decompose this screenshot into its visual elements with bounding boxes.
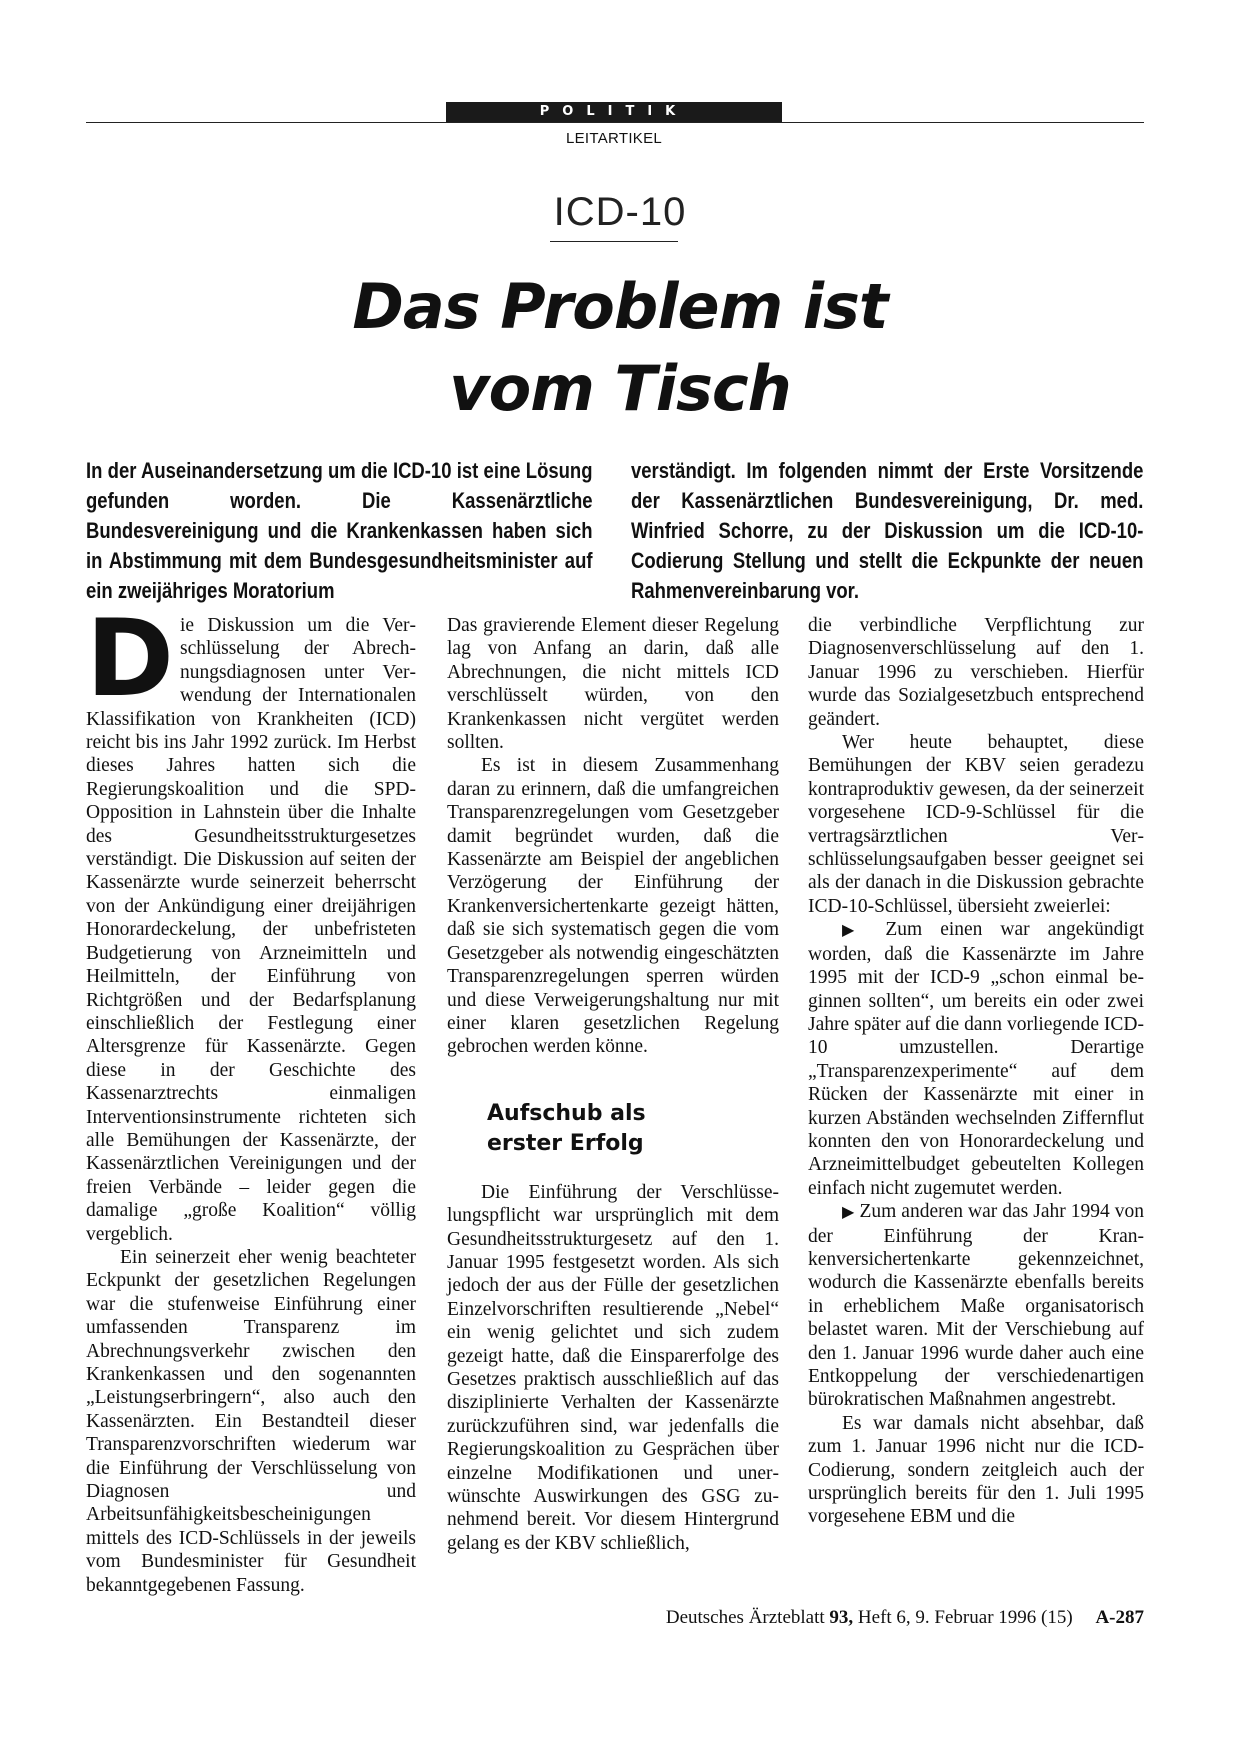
subheading-line-1: Aufschub als [487, 1100, 646, 1126]
page-number: A-287 [1095, 1607, 1144, 1628]
text-column-2 [447, 614, 779, 1555]
body-paragraph: Wer heute behauptet, diese Bemühungen der KBV seien geradezu kontraproduktiv gewesen, da der seinerzeit vorgesehene ICD-9-Schlüssel für die vertragsärztlichen Verschlüsselungsaufgaben besser geeignet sei als der danach in die Diskussion gebrachte ICD-10-Schlüssel, übersieht zweierlei: [808, 732, 1144, 917]
right-triangle-bullet-icon: ▶ [842, 1204, 855, 1222]
kicker-underline [550, 241, 678, 242]
article-headline [0, 266, 1240, 430]
header-rule [86, 122, 1144, 123]
journal-name: Deutsches Ärzteblatt [665, 1607, 825, 1628]
issue-info: Heft 6, 9. Februar 1996 (15) [857, 1607, 1073, 1628]
lead-paragraph-part-2: verständigt. Im folgenden nimmt der Erste Vorsitzende der Kassenärztlichen Bundesvereinigung, Dr. med. Winfried Schorre, zu der Diskussion um die ICD-10-Codierung Stellung und stellt die Eckpunkte der neuen Rahmenvereinbarung vor. [631, 458, 1144, 603]
bullet-paragraph [808, 1200, 1144, 1412]
article-kicker: ICD-10 [553, 190, 687, 234]
subheading [487, 1099, 779, 1159]
body-paragraph: Es war damals nicht absehbar, daß zum 1. Januar 1996 nicht nur die ICD-Codierung, sondern zeitgleich auch der ursprünglich bereits für den 1. Juli 1995 vorgesehene EBM und die [808, 1412, 1144, 1528]
body-paragraph: Das gravierende Element dieser Regelung lag von Anfang an darin, daß alle Abrechnungen, die nicht mittels ICD verschlüsselt würden, von den Krankenkassen nicht vergütet werden sollten. [447, 615, 779, 754]
right-triangle-bullet-icon: ▶ [842, 922, 868, 940]
headline-line-2: vom Tisch [449, 352, 791, 425]
body-text: Zum einen war angekündigt worden, daß die Kassenärzte im Jahre 1995 mit der ICD-9 „schon einmal beginnen sollten“, um bereits ein oder zwei Jahre später auf die dann vorliegende ICD-10 umzustellen. Derartige „Transparenzexperimente“ auf dem Rücken der Kassenärzte mit einer in kurzen Abständen wechselnden Ziffernflut konnten den von Honorardeckelung und Arzneimittelbudget gebeutelten Kollegen einfach nicht zugemutet werden. [808, 919, 1144, 1199]
body-paragraph: Ein seinerzeit eher wenig beachteter Eckpunkt der gesetzlichen Regelungen war die stufenweise Einführung einer umfassenden Transparenz im Abrechnungsverkehr zwischen den Krankenkassen und den sogenannten „Leistungserbringern“, also auch den Kassenärzten. Ein Bestandteil dieser Transparenzvorschriften wiederum war die Einführung der Verschlüsselung von Diagnosen und Arbeitsunfähigkeitsbescheinigungen mittels des ICD-Schlüssels in der jeweils vom Bundesminister für Gesundheit bekanntgegebenen Fassung. [86, 1246, 416, 1596]
text-column-1 [86, 597, 416, 1597]
lead-paragraph-part-1: In der Auseinandersetzung um die ICD-10 ist eine Lösung gefunden worden. Die Kassenärztliche Bundesvereinigung und die Krankenkassen haben sich in Abstimmung mit dem Bundesgesundheitsminister auf ein zweijähriges Moratorium [86, 458, 593, 603]
bullet-paragraph [808, 918, 1144, 1200]
headline-line-1: Das Problem ist [352, 270, 888, 343]
body-paragraph [86, 597, 416, 1246]
journal-volume: 93, [829, 1607, 854, 1628]
section-label: POLITIK [446, 102, 782, 122]
drop-cap: D [86, 597, 174, 720]
body-paragraph: Es ist in diesem Zusammenhang daran zu erinnern, daß die umfangreichen Transparenzregelungen vom Gesetzgeber damit begründet wurden, daß die Kassenärzte am Beispiel der angeblichen Verzögerung der Einführung der Krankenversichertenkarte gezeigt hätten, daß sie sich systematisch gegen die vom Gesetzgeber als notwendig eingeschätzten Transparenzregelungen sperren würden und diese Verweigerungshaltung nur mit einer klaren gesetzlichen Regelung gebrochen werden könne. [447, 755, 779, 1058]
body-text: Zum anderen war das Jahr 1994 von der Einführung der Krankenversichertenkarte gekennzeichnet, wodurch die Kassenärzte ebenfalls bereits in erheblichem Maße organisatorisch belastet waren. Mit der Verschiebung auf den 1. Januar 1996 wurde daher auch eine Entkoppelung der verschiedenartigen bürokratischen Maßnahmen angestrebt. [808, 1201, 1144, 1411]
subsection-label: LEITARTIKEL [565, 130, 663, 147]
page-footer [666, 1607, 1144, 1629]
subheading-line-2: erster Erfolg [487, 1130, 644, 1156]
body-paragraph: die verbindliche Verpflichtung zur Diagnosenverschlüsselung auf den 1. Januar 1996 zu verschieben. Hierfür wurde das Sozialgesetzbuch entsprechend geändert. [808, 615, 1144, 730]
body-paragraph: Die Einführung der Verschlüsselungspflicht war ursprünglich mit dem Gesundheitsstrukturgesetz auf den 1. Januar 1995 festgesetzt worden. Als sich jedoch der aus der Fülle der gesetzlichen Einzelvorschriften resultierende „Nebel“ ein wenig gelichtet und sich zudem gezeigt hatte, daß die Einsparerfolge des Gesetzes praktisch ausschließlich auf das disziplinierte Verhalten der Kassenärzte zurückzuführen sind, war jedenfalls die Regierungskoalition zu Gesprächen über einzelne Modifikationen und unerwünschte Auswirkungen des GSG zunehmend bereit. Vor diesem Hintergrund gelang es der KBV schließlich, [447, 1181, 779, 1554]
text-column-3 [808, 614, 1144, 1529]
body-text: ie Diskussion um die Verschlüsselung der Abrechnungsdiagnosen unter Verwendung der Internationalen Klassifikation von Krankheiten (ICD) reicht bis ins Jahr 1992 zurück. Im Herbst dieses Jahres hatten sich die Regierungskoalition und die SPD-Opposition in Lahnstein über die Inhalte des Gesundheitsstrukturgesetzes verständigt. Die Diskussion auf seiten der Kassenärzte wurde seinerzeit beherrscht von der Ankündigung einer dreijährigen Honorardeckelung, der unbefristeten Budgetierung von Arzneimitteln und Heilmitteln, der Einführung von Richtgrößen und der Bedarfsplanung einschließlich der Festlegung einer Altersgrenze für Kassenärzte. Gegen diese in der Geschichte des Kassenarztrechts einmaligen Interventionsinstrumente richteten sich alle Bemühungen der Kassenärzte, der Kassenärztlichen Vereinigungen und der freien Verbände – leider gegen die damalige „große Koalition“ völlig vergeblich. [86, 615, 416, 1245]
